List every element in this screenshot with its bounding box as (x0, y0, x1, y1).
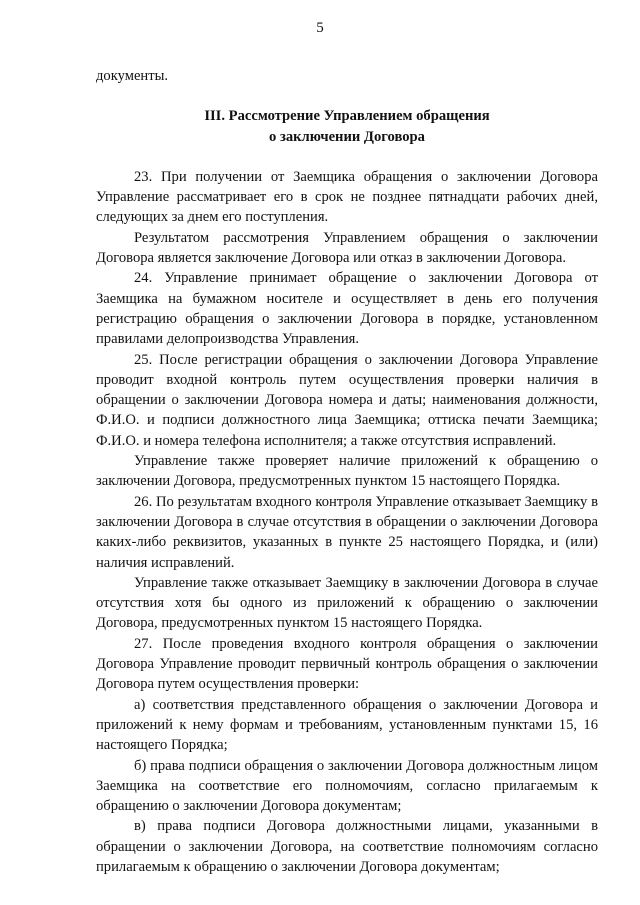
paragraph-27: 27. После проведения входного контроля обращения о заключении Договора Управление проводит первичный контроль обращения о заключении Договора путем осуществления проверки: (96, 635, 598, 693)
section-heading-line-2: о заключении Договора (269, 128, 425, 145)
list-item-a: а) соответствия представленного обращения о заключении Договора и приложений к нему формам и требованиям, установленным пунктами 15, 16 настоящего Порядка; (96, 696, 598, 754)
paragraph-26: 26. По результатам входного контроля Управление отказывает Заемщику в заключении Договора в случае отсутствия в обращении о заключении Договора каких-либо реквизитов, указанных в пункте 25 настоящего Порядка, и (или) наличия исправлений. (96, 493, 598, 571)
section-heading-line-1: III. Рассмотрение Управлением обращения (204, 108, 490, 125)
continuation-text: документы. (96, 68, 169, 84)
paragraph-26-refusal: Управление также отказывает Заемщику в заключении Договора в случае отсутствия хотя бы одного из приложений к обращению о заключении Договора, предусмотренных пунктом 15 настоящего Порядка. (96, 574, 598, 632)
page-number: 5 (316, 20, 324, 36)
paragraph-23: 23. При получении от Заемщика обращения о заключении Договора Управление рассматривает его в срок не позднее пятнадцати рабочих дней, следующих за днем его поступления. (96, 168, 598, 226)
paragraph-25-attachments: Управление также проверяет наличие приложений к обращению о заключении Договора, предусмотренных пунктом 15 настоящего Порядка. (96, 453, 598, 490)
list-item-b: б) права подписи обращения о заключении Договора должностным лицом Заемщика на соответствие его полномочиям, согласно прилагаемым к обращению о заключении Договора документам; (96, 757, 598, 815)
section-heading (96, 106, 598, 147)
paragraph-23-result: Результатом рассмотрения Управлением обращения о заключении Договора является заключение Договора или отказ в заключении Договора. (96, 229, 598, 267)
document-body (96, 66, 598, 877)
paragraph-24: 24. Управление принимает обращение о заключении Договора от Заемщика на бумажном носителе и осуществляет в день его получения регистрацию обращения о заключении Договора в порядке, установленном правилами делопроизводства Управления. (96, 270, 598, 348)
list-item-v: в) права подписи Договора должностными лицами, указанными в обращении о заключении Договора, на соответствие полномочиям согласно прилагаемым к обращению о заключении Договора документам; (96, 818, 598, 875)
paragraph-25: 25. После регистрации обращения о заключении Договора Управление проводит входной контроль путем осуществления проверки наличия в обращении о заключении Договора номера и даты; наименования должности, Ф.И.О. и подписи должностного лица Заемщика; оттиска печати Заемщика; Ф.И.О. и номера телефона исполнителя; а также отсутствия исправлений. (96, 351, 598, 449)
